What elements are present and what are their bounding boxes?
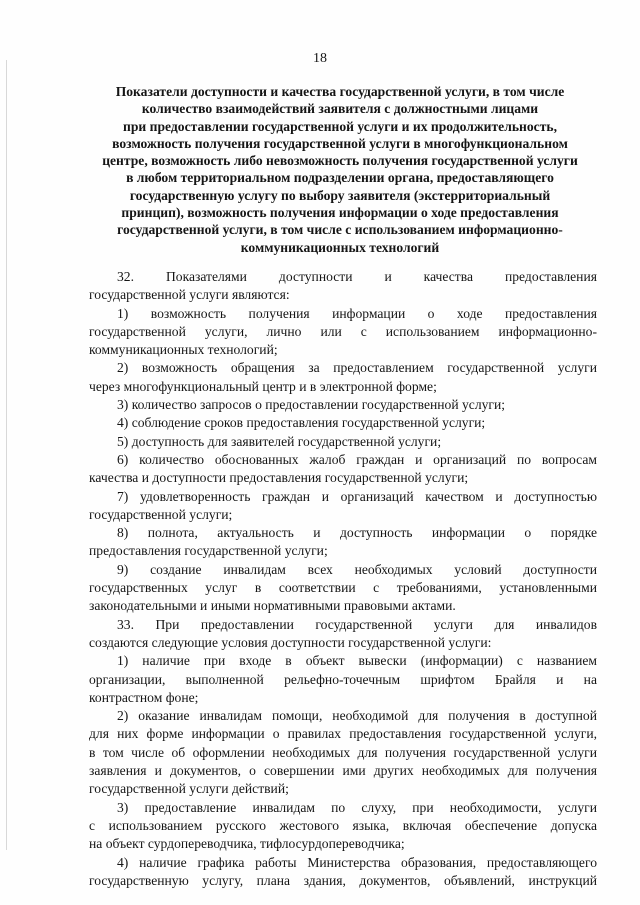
- item-2-line: 2) возможность обращения за предоставлением государственной услуги: [117, 360, 597, 376]
- item-9-line: государственных услуг в соответствии с требованиями, установленными: [89, 580, 597, 596]
- heading-line: при предоставлении государственной услуги и их продолжительность,: [123, 118, 557, 134]
- item-8-line: 8) полнота, актуальность и доступность информации о порядке: [117, 525, 597, 541]
- heading-line: Показатели доступности и качества государственной услуги, в том числе: [115, 84, 565, 99]
- heading-line: количество взаимодействий заявителя с должностными лицами: [141, 101, 539, 117]
- condition-4-line: государственную услугу, плана здания, документов, объявлений, инструкций: [89, 872, 597, 888]
- heading-line: государственную услугу по выбору заявителя (экстерриториальный: [129, 187, 551, 203]
- condition-1-line: организации, выполненной рельефно-точечным шрифтом Брайля и на: [89, 671, 597, 687]
- item-1-line: коммуникационных технологий;: [89, 342, 278, 358]
- condition-2-line: заявления и документов, о совершении ими других необходимых для получения: [89, 763, 597, 779]
- heading-line: государственной услуги, в том числе с использованием информационно-: [117, 222, 563, 238]
- condition-4-line: 4) наличие графика работы Министерства образования, предоставляющего: [117, 854, 597, 870]
- item-1-line: 1) возможность получения информации о ходе предоставления: [117, 305, 597, 321]
- heading-line: возможность получения государственной услуги в многофункциональном: [112, 135, 568, 151]
- page-number: 18: [313, 51, 327, 66]
- item-7-line: государственной услуги;: [89, 506, 233, 522]
- paragraph-33-line: создаются следующие условия доступности государственной услуги:: [89, 634, 492, 650]
- condition-1-line: 1) наличие при входе в объект вывески (информации) с названием: [117, 653, 597, 669]
- heading-line: в любом территориальном подразделении органа, предоставляющего: [126, 170, 554, 186]
- item-3-line: 3) количество запросов о предоставлении государственной услуги;: [117, 397, 506, 413]
- item-6-line: качества и доступности предоставления государственной услуги;: [89, 470, 469, 486]
- item-2-line: через многофункциональный центр и в электронной форме;: [89, 378, 437, 394]
- heading-line: коммуникационных технологий: [240, 239, 440, 255]
- heading-line: центре, возможность либо невозможность получения государственной услуги: [102, 153, 578, 169]
- item-9-line: 9) создание инвалидам всех необходимых условий доступности: [117, 561, 597, 577]
- item-9-line: законодательными и иными нормативными правовыми актами.: [89, 598, 456, 614]
- heading-line: принцип), возможность получения информации о ходе предоставления: [121, 205, 559, 221]
- condition-3-line: на объект сурдопереводчика, тифлосурдопереводчика;: [89, 836, 405, 852]
- condition-2-line: 2) оказание инвалидам помощи, необходимой для получения в доступной: [117, 708, 597, 724]
- scan-edge: [6, 60, 7, 850]
- condition-3-line: 3) предоставление инвалидам по слуху, при необходимости, услуги: [117, 799, 597, 815]
- condition-2-line: в том числе об оформлении необходимых для получения государственной услуги: [89, 744, 597, 760]
- paragraph-32-line: государственной услуги являются:: [89, 287, 290, 303]
- paragraph-33-line: 33. При предоставлении государственной услуги для инвалидов: [117, 616, 597, 632]
- condition-3-line: с использованием русского жестового языка, включая обеспечение допуска: [89, 817, 597, 833]
- item-5-line: 5) доступность для заявителей государственной услуги;: [117, 433, 442, 449]
- condition-2-line: для них форме информации о правилах предоставления государственной услуги,: [89, 726, 597, 742]
- body-text: [89, 268, 597, 890]
- condition-2-line: государственной услуги действий;: [89, 781, 289, 797]
- item-8-line: предоставления государственной услуги;: [89, 543, 328, 559]
- section-heading: [80, 83, 600, 256]
- item-1-line: государственной услуги, лично или с использованием информационно-: [89, 323, 597, 339]
- item-6-line: 6) количество обоснованных жалоб граждан и организаций по вопросам: [117, 451, 597, 467]
- paragraph-32-line: 32. Показателями доступности и качества предоставления: [117, 269, 597, 284]
- item-7-line: 7) удовлетворенность граждан и организаций качеством и доступностью: [117, 488, 597, 504]
- condition-1-line: контрастном фоне;: [89, 689, 199, 705]
- item-4-line: 4) соблюдение сроков предоставления государственной услуги;: [117, 415, 486, 431]
